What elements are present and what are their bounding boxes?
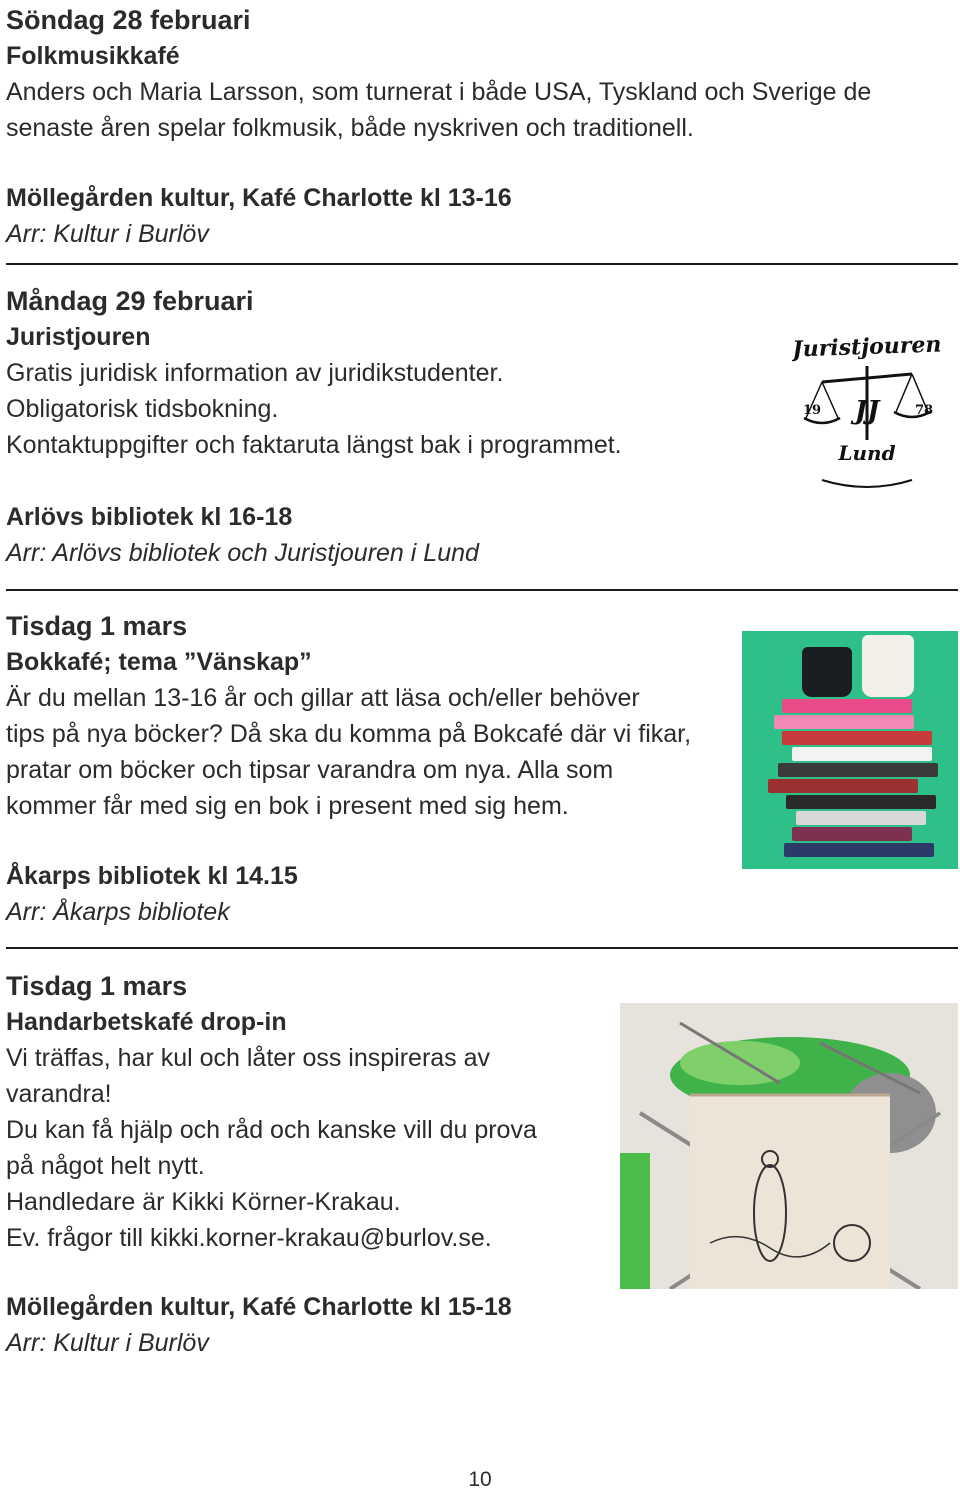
- event-organizer: Arr: Arlövs bibliotek och Juristjouren i Lund: [6, 539, 479, 567]
- section-divider: [6, 947, 958, 949]
- event-description-line: senaste åren spelar folkmusik, både nyskriven och traditionell.: [6, 114, 694, 142]
- event-bokkafe: [6, 608, 691, 824]
- book-stack-photo: [742, 631, 958, 869]
- event-description-line: Du kan få hjälp och råd och kanske vill du prova: [6, 1116, 537, 1144]
- event-folkmusikkafe: [6, 2, 871, 146]
- event-title: Handarbetskafé drop-in: [6, 1008, 287, 1036]
- knitting-bag-photo: [620, 1003, 958, 1289]
- event-venue-block: [6, 499, 479, 571]
- event-description-line: kommer får med sig en bok i present med sig hem.: [6, 792, 569, 820]
- logo-year-left: 19: [802, 403, 822, 418]
- event-description-line: Handledare är Kikki Körner-Krakau.: [6, 1188, 401, 1216]
- event-description-line: Kontaktuppgifter och faktaruta längst bak i programmet.: [6, 431, 622, 459]
- event-description-line: Obligatorisk tidsbokning.: [6, 395, 279, 423]
- event-date: Måndag 29 februari: [6, 286, 254, 316]
- event-date: Tisdag 1 mars: [6, 971, 188, 1001]
- event-description-line: Är du mellan 13-16 år och gillar att läsa och/eller behöver: [6, 684, 640, 712]
- section-divider: [6, 589, 958, 591]
- event-title: Folkmusikkafé: [6, 42, 180, 70]
- event-venue-block: [6, 1289, 512, 1361]
- logo-year-right: 78: [914, 403, 934, 418]
- event-date: Söndag 28 februari: [6, 5, 251, 35]
- page-number: 10: [468, 1468, 492, 1491]
- event-description-line: Gratis juridisk information av juridikstudenter.: [6, 359, 504, 387]
- event-description-line: Anders och Maria Larsson, som turnerat i både USA, Tyskland och Sverige de: [6, 78, 872, 106]
- event-venue-block: [6, 180, 512, 252]
- juristjouren-logo: [792, 322, 942, 492]
- event-organizer: Arr: Åkarps bibliotek: [6, 898, 230, 926]
- event-description-line: Ev. frågor till kikki.korner-krakau@burlov.se.: [6, 1224, 492, 1252]
- event-juristjouren: [6, 283, 622, 463]
- event-description-line: pratar om böcker och tipsar varandra om nya. Alla som: [6, 756, 614, 784]
- event-venue: Åkarps bibliotek kl 14.15: [6, 862, 298, 890]
- event-handarbetskafe: [6, 968, 537, 1256]
- event-description-line: på något helt nytt.: [6, 1152, 205, 1180]
- event-venue: Möllegården kultur, Kafé Charlotte kl 15-18: [6, 1293, 512, 1321]
- event-description-line: Vi träffas, har kul och låter oss inspireras av: [6, 1044, 491, 1072]
- logo-initials: JJ: [854, 396, 880, 426]
- event-venue: Möllegården kultur, Kafé Charlotte kl 13-16: [6, 184, 512, 212]
- event-date: Tisdag 1 mars: [6, 611, 188, 641]
- event-description-line: varandra!: [6, 1080, 112, 1108]
- event-title: Bokkafé; tema ”Vänskap”: [6, 648, 312, 676]
- mug-dark: [802, 647, 852, 697]
- section-divider: [6, 263, 958, 265]
- event-venue-block: [6, 858, 298, 930]
- event-description-line: tips på nya böcker? Då ska du komma på Bokcafé där vi fikar,: [6, 720, 692, 748]
- event-organizer: Arr: Kultur i Burlöv: [6, 220, 209, 248]
- event-organizer: Arr: Kultur i Burlöv: [6, 1329, 209, 1357]
- event-title: Juristjouren: [6, 323, 151, 351]
- logo-title: Juristjouren: [792, 331, 942, 363]
- logo-city: Lund: [838, 441, 896, 465]
- event-venue: Arlövs bibliotek kl 16-18: [6, 503, 293, 531]
- mug-light: [862, 635, 914, 697]
